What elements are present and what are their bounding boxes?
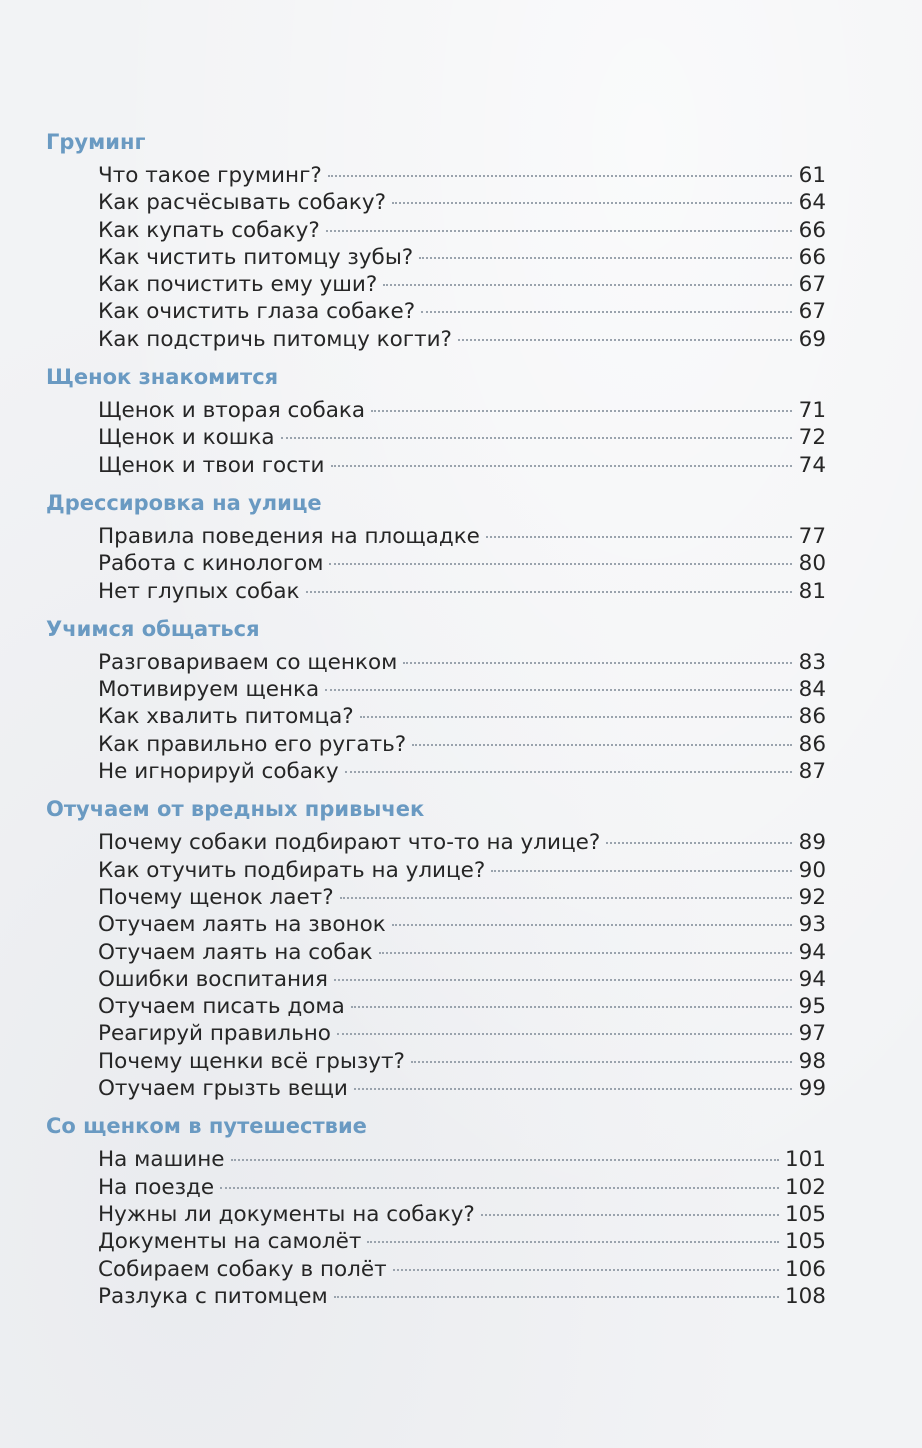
entry-title: Отучаем лаять на собак — [98, 939, 373, 965]
toc-entry-list — [98, 523, 826, 605]
page-number: 64 — [798, 190, 826, 216]
toc-entry — [98, 703, 826, 730]
entry-title: На машине — [98, 1147, 225, 1173]
toc-section — [46, 363, 826, 479]
dot-leader — [281, 437, 792, 439]
dot-leader — [334, 979, 792, 981]
toc-entry — [98, 1075, 826, 1102]
toc-entry-list — [98, 829, 826, 1102]
entry-title: Ошибки воспитания — [98, 966, 328, 992]
entry-title: Как почистить ему уши? — [98, 272, 378, 298]
toc-entry — [98, 731, 826, 758]
entry-title: Как чистить питомцу зубы? — [98, 244, 414, 270]
entry-title: Что такое груминг? — [98, 163, 322, 188]
toc-entry — [98, 857, 826, 884]
section-title: Со щенком в путешествие — [46, 1114, 367, 1139]
toc-entry — [98, 271, 826, 298]
page-number: 77 — [798, 523, 826, 549]
dot-leader — [337, 1033, 792, 1035]
toc-entry — [98, 884, 826, 911]
table-of-contents — [46, 128, 826, 1320]
page-number: 80 — [798, 551, 826, 577]
toc-entry-list — [98, 649, 826, 785]
page-number: 67 — [798, 272, 826, 298]
entry-title: Как купать собаку? — [98, 217, 320, 243]
dot-leader — [392, 924, 792, 926]
entry-title: Как очистить глаза собаке? — [98, 299, 416, 325]
page-number: 95 — [798, 994, 826, 1020]
toc-section — [46, 1112, 826, 1310]
entry-title: Щенок и кошка — [98, 425, 275, 451]
page-number: 72 — [798, 425, 826, 451]
toc-entry — [98, 550, 826, 577]
entry-title: Как подстричь питомцу когти? — [98, 326, 452, 352]
toc-entry — [98, 939, 826, 966]
page-number: 99 — [798, 1076, 826, 1102]
dot-leader — [411, 1061, 792, 1063]
entry-title: Как отучить подбирать на улице? — [98, 857, 486, 883]
toc-entry — [98, 189, 826, 216]
entry-title: Отучаем грызть вещи — [98, 1076, 348, 1102]
toc-entry-list — [98, 397, 826, 479]
page-number: 92 — [798, 884, 826, 910]
page-number: 84 — [798, 677, 826, 703]
page-number: 66 — [798, 244, 826, 270]
toc-entry — [98, 1048, 826, 1075]
entry-title: Отучаем лаять на звонок — [98, 912, 386, 938]
toc-entry — [98, 649, 826, 676]
dot-leader — [325, 689, 792, 691]
page-number: 61 — [798, 163, 826, 188]
page-number: 87 — [798, 759, 826, 785]
dot-leader — [392, 202, 792, 204]
toc-entry — [98, 217, 826, 244]
entry-title: Разлука с питомцем — [98, 1283, 328, 1309]
entry-title: Почему щенки всё грызут? — [98, 1048, 405, 1074]
dot-leader — [345, 771, 792, 773]
page-number: 101 — [784, 1147, 826, 1173]
dot-leader — [340, 897, 792, 899]
page-number: 74 — [798, 452, 826, 478]
page-number: 71 — [798, 398, 826, 424]
dot-leader — [354, 1088, 792, 1090]
page-number: 66 — [798, 217, 826, 243]
toc-entry — [98, 911, 826, 938]
page-number: 105 — [784, 1201, 826, 1227]
entry-title: Почему щенок лает? — [98, 884, 334, 910]
entry-title: Как правильно его ругать? — [98, 731, 407, 757]
toc-entry — [98, 758, 826, 785]
entry-title: Документы на самолёт — [98, 1229, 362, 1255]
dot-leader — [220, 1187, 779, 1189]
toc-entry — [98, 1146, 826, 1173]
page-number: 81 — [798, 578, 826, 604]
dot-leader — [367, 1241, 779, 1243]
dot-leader — [334, 1296, 779, 1298]
section-title: Груминг — [46, 130, 146, 154]
toc-entry — [98, 523, 826, 550]
page-number: 93 — [798, 912, 826, 938]
dot-leader — [606, 842, 792, 844]
dot-leader — [421, 311, 792, 313]
entry-title: Нужны ли документы на собаку? — [98, 1201, 475, 1227]
toc-entry — [98, 966, 826, 993]
toc-entry — [98, 162, 826, 189]
page-number: 67 — [798, 299, 826, 325]
dot-leader — [231, 1159, 779, 1161]
toc-entry — [98, 1020, 826, 1047]
entry-title: Щенок и вторая собака — [98, 398, 366, 424]
toc-section — [46, 615, 826, 785]
entry-title: Отучаем писать дома — [98, 994, 345, 1020]
entry-title: Разговариваем со щенком — [98, 649, 398, 675]
dot-leader — [419, 257, 792, 259]
page-number: 94 — [798, 966, 826, 992]
toc-entry — [98, 1228, 826, 1255]
entry-title: Как расчёсывать собаку? — [98, 190, 387, 216]
entry-title: Не игнорируй собаку — [98, 759, 339, 785]
toc-section — [46, 795, 826, 1102]
toc-entry — [98, 1201, 826, 1228]
toc-entry-list — [98, 1146, 826, 1310]
dot-leader — [306, 591, 793, 593]
dot-leader — [329, 563, 792, 565]
section-title: Отучаем от вредных привычек — [46, 797, 425, 822]
entry-title: Щенок и твои гости — [98, 452, 325, 478]
page-number: 98 — [798, 1048, 826, 1074]
toc-entry — [98, 1174, 826, 1201]
entry-title: Работа с кинологом — [98, 551, 324, 577]
dot-leader — [403, 662, 792, 664]
dot-leader — [360, 716, 792, 718]
entry-title: Мотивируем щенка — [98, 677, 320, 703]
dot-leader — [491, 870, 792, 872]
page-number: 69 — [798, 326, 826, 352]
page-number: 86 — [798, 704, 826, 730]
page-number: 83 — [798, 649, 826, 675]
toc-entry — [98, 397, 826, 424]
page-number: 89 — [798, 830, 826, 856]
toc-entry — [98, 1283, 826, 1310]
toc-entry — [98, 298, 826, 325]
dot-leader — [383, 284, 792, 286]
page-number: 97 — [798, 1021, 826, 1047]
toc-entry — [98, 424, 826, 451]
dot-leader — [328, 175, 792, 177]
entry-title: Нет глупых собак — [98, 578, 300, 604]
page-number: 106 — [784, 1256, 826, 1282]
toc-section — [46, 489, 826, 605]
toc-entry — [98, 993, 826, 1020]
dot-leader — [326, 230, 792, 232]
dot-leader — [481, 1214, 779, 1216]
toc-entry — [98, 244, 826, 271]
section-title: Дрессировка на улице — [46, 490, 322, 515]
page-number: 86 — [798, 731, 826, 757]
dot-leader — [331, 465, 792, 467]
toc-entry-list — [98, 162, 826, 353]
toc-entry — [98, 326, 826, 353]
toc-section — [46, 128, 826, 353]
toc-entry — [98, 452, 826, 479]
section-title: Учимся общаться — [46, 616, 260, 641]
page-number: 90 — [798, 857, 826, 883]
dot-leader — [393, 1269, 779, 1271]
toc-entry — [98, 676, 826, 703]
dot-leader — [379, 952, 792, 954]
entry-title: Собираем собаку в полёт — [98, 1256, 387, 1282]
entry-title: Как хвалить питомца? — [98, 704, 354, 730]
page-number: 108 — [784, 1283, 826, 1309]
page-number: 102 — [784, 1174, 826, 1200]
toc-entry — [98, 578, 826, 605]
dot-leader — [458, 339, 792, 341]
dot-leader — [371, 410, 792, 412]
section-title: Щенок знакомится — [46, 365, 279, 390]
entry-title: Реагируй правильно — [98, 1021, 331, 1047]
dot-leader — [351, 1006, 792, 1008]
page-number: 94 — [798, 939, 826, 965]
dot-leader — [412, 744, 792, 746]
entry-title: Почему собаки подбирают что-то на улице? — [98, 830, 601, 856]
dot-leader — [486, 536, 792, 538]
entry-title: На поезде — [98, 1174, 215, 1200]
entry-title: Правила поведения на площадке — [98, 523, 480, 549]
toc-entry — [98, 1256, 826, 1283]
page-number: 105 — [784, 1229, 826, 1255]
toc-entry — [98, 829, 826, 856]
